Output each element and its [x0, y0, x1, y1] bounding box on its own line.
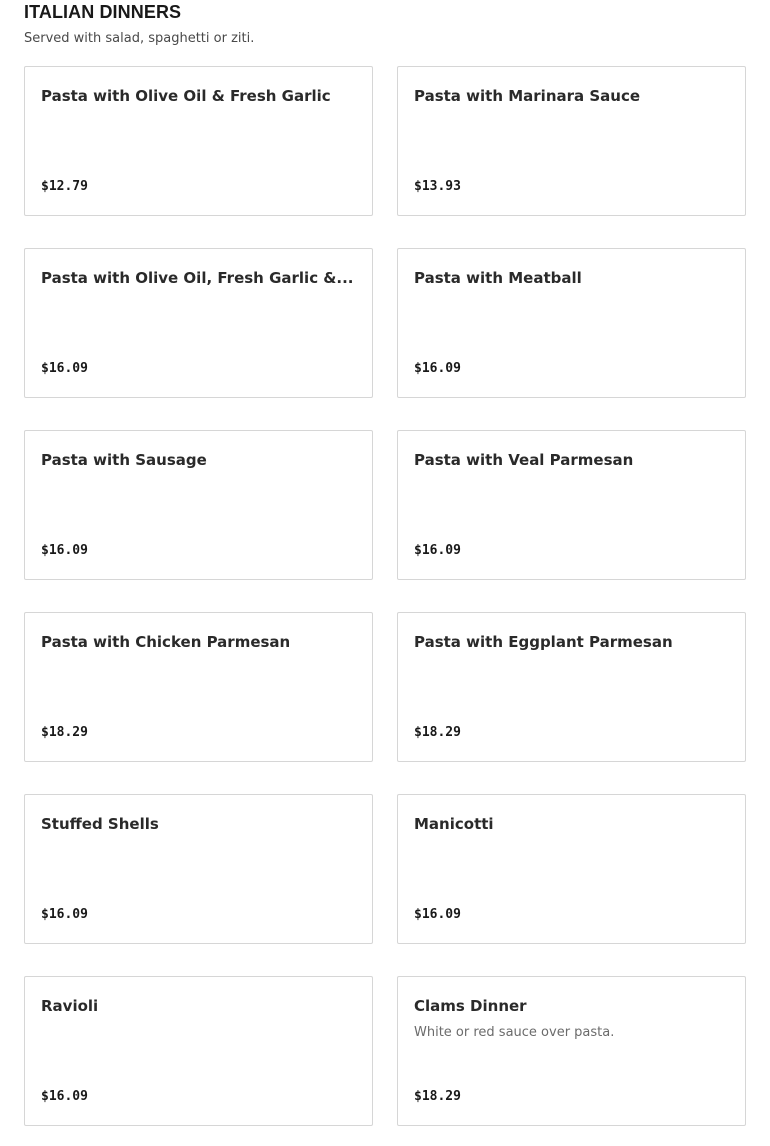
menu-item-name: Pasta with Olive Oil & Fresh Garlic [41, 87, 331, 105]
menu-item-name: Pasta with Chicken Parmesan [41, 633, 291, 651]
menu-item-price: $16.09 [414, 907, 461, 922]
menu-item-name: Clams Dinner [414, 997, 527, 1015]
menu-item-card[interactable] [24, 612, 373, 762]
menu-item-price: $18.29 [414, 1089, 461, 1104]
menu-item-name: Pasta with Sausage [41, 451, 207, 469]
menu-item-card[interactable] [397, 612, 746, 762]
menu-item-price: $16.09 [41, 1089, 88, 1104]
menu-item-card[interactable] [24, 66, 373, 216]
menu-item-card[interactable] [397, 430, 746, 580]
menu-item-price: $16.09 [41, 907, 88, 922]
menu-item-name: Pasta with Eggplant Parmesan [414, 633, 673, 651]
section-title: ITALIAN DINNERS [24, 2, 182, 22]
menu-item-card[interactable] [24, 248, 373, 398]
menu-item-grid [24, 66, 746, 1126]
menu-item-card[interactable] [397, 976, 746, 1126]
menu-item-name: Pasta with Olive Oil, Fresh Garlic &... [41, 269, 354, 287]
menu-item-price: $18.29 [414, 725, 461, 740]
menu-item-price: $16.09 [414, 543, 461, 558]
menu-item-name: Pasta with Marinara Sauce [414, 87, 641, 105]
menu-item-card[interactable] [397, 794, 746, 944]
menu-item-name: Stuffed Shells [41, 815, 159, 833]
menu-item-card[interactable] [397, 66, 746, 216]
menu-item-card[interactable] [24, 430, 373, 580]
menu-item-description: White or red sauce over pasta. [414, 1025, 615, 1040]
menu-item-price: $16.09 [414, 361, 461, 376]
menu-item-name: Ravioli [41, 997, 99, 1015]
menu-item-price: $18.29 [41, 725, 88, 740]
menu-item-name: Manicotti [414, 815, 494, 833]
menu-item-price: $16.09 [41, 361, 88, 376]
menu-item-card[interactable] [24, 794, 373, 944]
menu-item-card[interactable] [24, 976, 373, 1126]
menu-item-price: $13.93 [414, 179, 461, 194]
section-description: Served with salad, spaghetti or ziti. [24, 31, 255, 46]
menu-item-card[interactable] [397, 248, 746, 398]
menu-item-price: $12.79 [41, 179, 88, 194]
menu-item-price: $16.09 [41, 543, 88, 558]
menu-item-name: Pasta with Veal Parmesan [414, 451, 634, 469]
menu-item-name: Pasta with Meatball [414, 269, 582, 287]
